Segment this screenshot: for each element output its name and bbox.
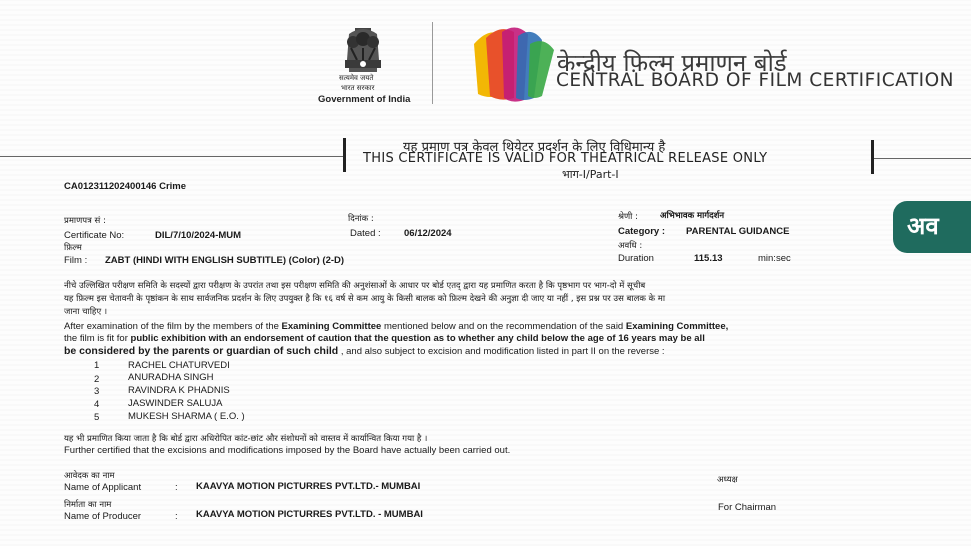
film-title: ZABT (HINDI WITH ENGLISH SUBTITLE) (Color) (2-D) [105,255,345,266]
banner-english: THIS CERTIFICATE IS VALID FOR THEATRICAL RELEASE ONLY [363,151,768,166]
date-value: 06/12/2024 [404,228,452,239]
banner-hindi: यह प्रमाण पत्र केवल थियेटर प्रदर्शन के लिए विधिमान्य है [403,140,666,155]
english-para-line-3: be considered by the parents or guardian of such child , and also subject to excision and modification listed in part II on the reverse : [64,345,665,357]
category-value: PARENTAL GUIDANCE [686,226,790,237]
cert-number-value: DIL/7/10/2024-MUM [155,230,242,241]
duration-unit: min:sec [758,253,791,264]
applicant-colon: : [175,482,178,493]
header-divider [432,22,433,104]
producer-value: KAAVYA MOTION PICTURRES PVT.LTD. - MUMBAI [196,509,423,520]
org-name-english: CENTRAL BOARD OF FILM CERTIFICATION [556,70,955,91]
member-4-name: JASWINDER SALUJA [128,398,223,409]
hindi-para-line-2: यह फ़िल्म इस चेतावनी के पृष्ठांकन के साथ सार्वजनिक प्रदर्शन के लिए उपयुक्त है कि १६ वर्ष से कम आयु के किसी बालक को फ़िल्म देखने की अनुज्ञा दी जाए या नहीं , इस प्रश्न पर उस बालक के मा [64,294,666,304]
member-1-name: RACHEL CHATURVEDI [128,360,230,371]
emblem-motto: सत्यमेव जयते [339,74,374,82]
category-label-hindi: श्रेणी : [618,212,638,222]
banner-part: भाग-I/Part-I [562,168,619,181]
member-2-num: 2 [94,374,100,385]
date-label: Dated : [350,228,381,239]
org-name-hindi: केन्द्रीय फ़िल्म प्रमाणन बोर्ड [557,49,787,77]
certificate-code: CA012311202400146 Crime [64,181,187,192]
duration-label: Duration [618,253,654,264]
applicant-label-hindi: आवेदक का नाम [64,471,115,481]
emblem-hindi-gov: भारत सरकार [341,84,375,92]
date-label-hindi: दिनांक : [348,214,374,224]
cert-number-label: Certificate No: [64,230,125,241]
hindi-para-line-1: नीचे उल्लिखित परीक्षण समिति के सदस्यों द्वारा परीक्षण के उपरांत तथा इस परीक्षण समिति की अनुशंसाओं के आधार पर बोर्ड एतद् द्वारा यह प्रमाणित करता है कि पृष्ठभाग पर भाग-दो में सूचीब [64,281,646,291]
film-label: Film : [64,255,88,266]
producer-label: Name of Producer [64,511,142,522]
banner-rule-right [874,158,971,159]
duration-label-hindi: अवधि : [618,241,643,251]
badge-label: अव [907,212,939,240]
applicant-label: Name of Applicant [64,482,142,493]
category-label: Category : [618,226,665,237]
producer-colon: : [175,511,178,522]
government-caption: Government of India [318,94,411,105]
banner-bracket-left [343,138,346,172]
member-5-name: MUKESH SHARMA ( E.O. ) [128,411,245,422]
member-4-num: 4 [94,399,100,410]
member-3-name: RAVINDRA K PHADNIS [128,385,230,396]
further-hindi: यह भी प्रमाणित किया जाता है कि बोर्ड द्वारा अधिरोपित कांट-छांट और संशोधनों को वास्तव में कार्यान्वित किया गया है । [64,434,428,444]
member-2-name: ANURADHA SINGH [128,372,214,383]
member-1-num: 1 [94,360,100,371]
english-para-line-2: the film is fit for public exhibition with an endorsement of caution that the question as to whether any child below the age of 16 years may be all [64,333,705,344]
category-value-hindi: अभिभावक मार्गदर्शन [660,211,725,221]
applicant-value: KAAVYA MOTION PICTURRES PVT.LTD.- MUMBAI [196,481,421,492]
hindi-para-line-3: जाना चाहिए । [64,307,108,317]
further-english: Further certified that the excisions and modifications imposed by the Board have actually been carried out. [64,445,511,456]
banner-bracket-right [871,140,874,174]
chair-label-hindi: अध्यक्ष [717,475,738,485]
chair-label: For Chairman [718,502,777,513]
banner-rule-left [0,156,346,157]
cbfc-logo-icon [470,24,556,106]
producer-label-hindi: निर्माता का नाम [64,500,112,510]
certification-badge [893,201,971,253]
member-5-num: 5 [94,412,100,423]
cert-number-label-hindi: प्रमाणपत्र सं : [64,216,106,226]
member-3-num: 3 [94,386,100,397]
duration-value: 115.13 [694,253,723,264]
english-para-line-1: After examination of the film by the members of the Examining Committee mentioned below and on the recommendation of the said Examining Committee, [64,321,729,332]
film-label-hindi: फ़िल्म [64,243,82,253]
